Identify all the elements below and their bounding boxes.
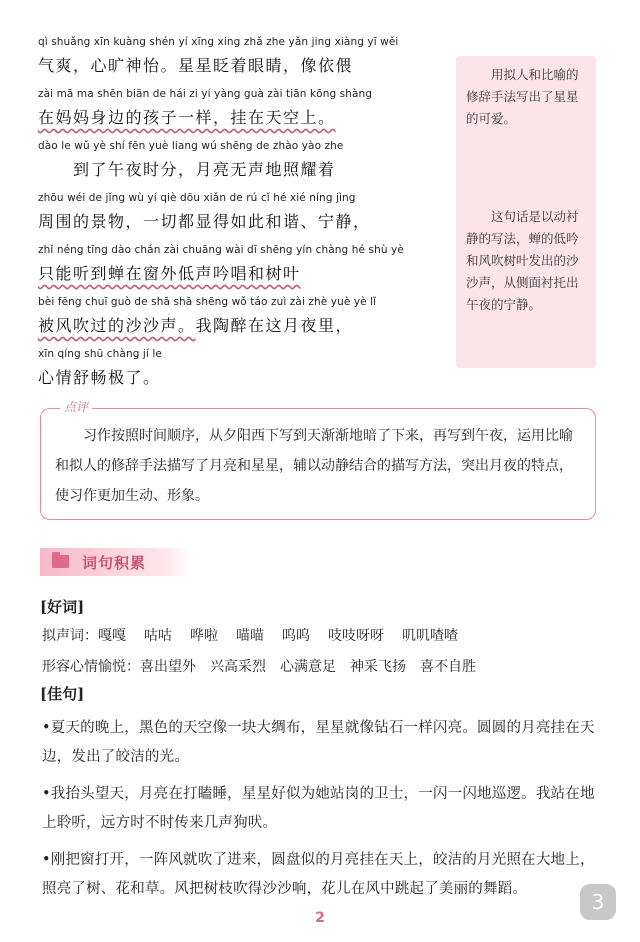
underlined-text: 在妈妈身边的孩子一样，挂在天空上。 (38, 108, 336, 127)
word: 兴高采烈 (210, 659, 266, 675)
pinyin-line: qì shuǎng xīn kuàng shén yí xīng xing zhǎ zhe yǎn jing xiàng yī wěi (38, 36, 399, 48)
underlined-text: 被风吹过的沙沙声。 (38, 316, 196, 335)
chinese-line (38, 53, 353, 76)
good-words-heading: [好词] (40, 598, 85, 616)
page-badge[interactable]: 3 (580, 884, 616, 920)
plain-text: 我陶醉在这月夜里， (195, 316, 354, 335)
plain-text: 心情舒畅极了。 (38, 368, 161, 387)
essay-line (38, 192, 438, 244)
section-title: 词句积累 (82, 554, 147, 572)
word: 喜不自胜 (420, 659, 476, 675)
page-number: 2 (315, 910, 325, 926)
onomatopoeia-line (42, 625, 476, 645)
chinese-line (38, 157, 336, 180)
pinyin-line: zài mā ma shēn biān de hái zi yí yàng guà zài tiān kōng shàng (38, 88, 373, 100)
pinyin-line: bèi fēng chuī guò de shā shā shēng wǒ táo zuì zài zhè yuè yè lǐ (38, 296, 377, 308)
line-prefix (38, 160, 73, 179)
side-notes-panel (456, 56, 596, 368)
word: 吱吱呀呀 (328, 628, 384, 644)
review-text: 习作按照时间顺序，从夕阳西下写到天渐渐地暗了下来，再写到午夜，运用比喻和拟人的修辞手法描写了月亮和星星，辅以动静结合的描写方法，突出月夜的特点，使习作更加生动、形象。 (55, 428, 573, 504)
chinese-line (38, 313, 353, 336)
good-sentences-heading: [佳句] (40, 685, 85, 703)
word: 呜呜 (282, 628, 310, 644)
mood-words-line (42, 656, 490, 676)
review-box (40, 408, 596, 520)
word: 心满意足 (280, 659, 336, 675)
pinyin-line: dào le wǔ yè shí fēn yuè liang wú shēng de zhào yào zhe (38, 140, 344, 152)
underlined-text: 只能听到蝉在窗外低声吟唱和树叶 (38, 264, 301, 283)
essay-with-pinyin (38, 36, 438, 400)
word: 喵喵 (236, 628, 264, 644)
word: 喜出望外 (140, 659, 196, 675)
sentence-item: •刚把窗打开，一阵风就吹了进来，圆盘似的月亮挂在天上，皎洁的月光照在大地上，照亮了树、花和草。风把树枝吹得沙沙响，花儿在风中跳起了美丽的舞蹈。 (42, 852, 595, 897)
word: 叽叽喳喳 (402, 628, 458, 644)
essay-line (38, 88, 438, 140)
essay-line (38, 296, 438, 348)
chinese-line (38, 365, 161, 388)
word: 哗啦 (190, 628, 218, 644)
pinyin-line: zhǐ néng tīng dào chán zài chuāng wài dī shēng yín chàng hé shù yè (38, 244, 404, 256)
plain-text: 到了午夜时分，月亮无声地照耀着 (73, 160, 336, 179)
onomatopoeia-label: 拟声词： (42, 628, 98, 644)
word: 咕咕 (144, 628, 172, 644)
side-note: 用拟人和比喻的修辞手法写出了星星的可爱。 (466, 67, 579, 126)
good-sentences-list (42, 714, 598, 912)
word: 嘎嘎 (98, 628, 126, 644)
pinyin-line: zhōu wéi de jǐng wù yí qiè dōu xiǎn de rú cǐ hé xié níng jìng (38, 192, 356, 204)
review-tag: 点评 (60, 398, 92, 415)
plain-text: 周围的景物，一切都显得如此和谐、宁静， (38, 212, 371, 231)
essay-line (38, 140, 438, 192)
essay-line (38, 36, 438, 88)
sentence-item: •夏天的晚上，黑色的天空像一块大绸布，星星就像钻石一样闪亮。圆圆的月亮挂在天边，发出了皎洁的光。 (42, 720, 595, 765)
pinyin-line: xīn qíng shū chàng jí le (38, 348, 162, 360)
sentence-item: •我抬头望天，月亮在打瞌睡，星星好似为她站岗的卫士，一闪一闪地巡逻。我站在地上聆听，远方时不时传来几声狗吠。 (42, 786, 595, 831)
chinese-line (38, 261, 301, 284)
essay-line (38, 348, 438, 400)
side-note: 这句话是以动衬静的写法，蝉的低吟和风吹树叶发出的沙沙声，从侧面衬托出午夜的宁静。 (466, 209, 579, 312)
plain-text: 气爽，心旷神怡。星星眨着眼睛，像依偎 (38, 56, 354, 75)
word: 神采飞扬 (350, 659, 406, 675)
folder-icon (52, 555, 69, 568)
chinese-line (38, 209, 371, 232)
chinese-line (38, 105, 336, 128)
mood-label: 形容心情愉悦： (42, 659, 140, 675)
essay-line (38, 244, 438, 296)
